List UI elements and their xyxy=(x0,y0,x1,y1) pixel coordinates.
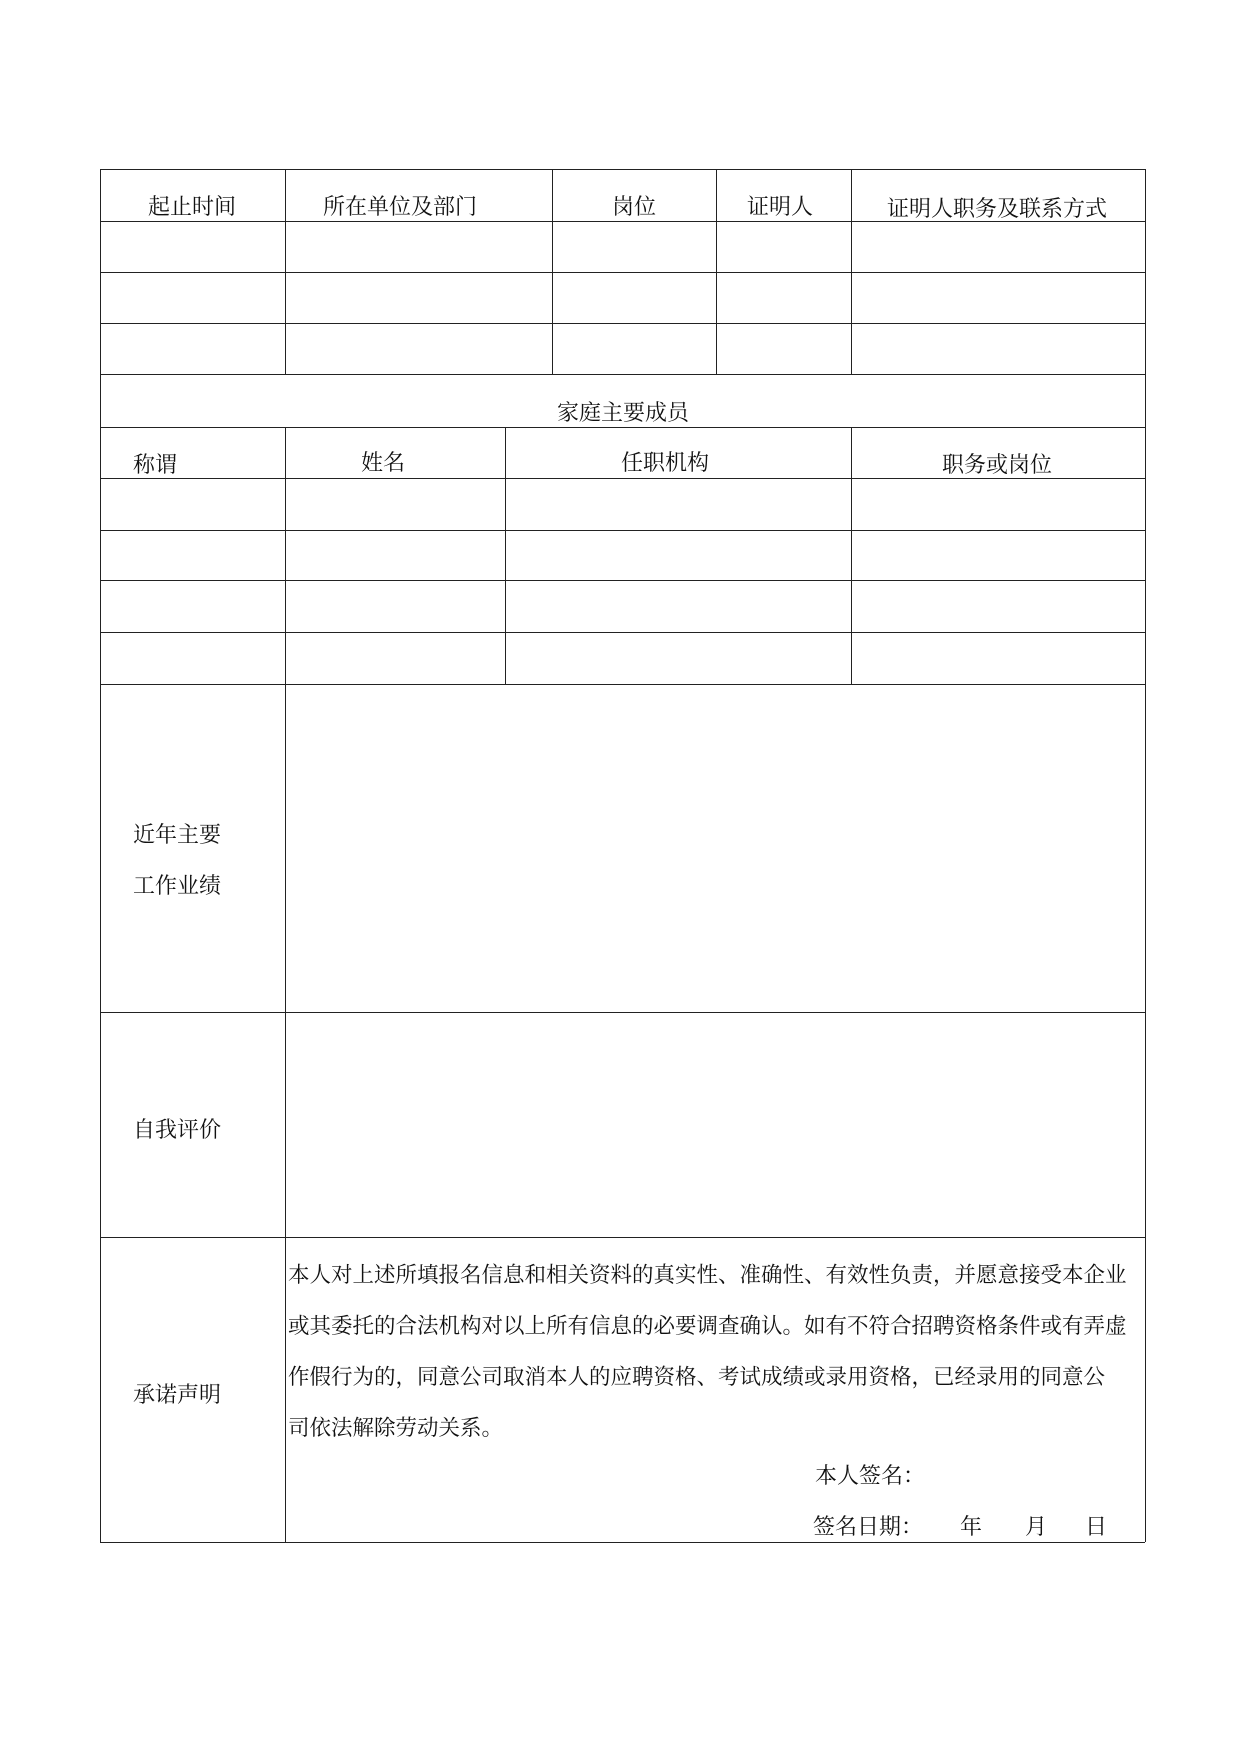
table-rule xyxy=(552,169,553,374)
day-label: 日 xyxy=(1085,1515,1108,1540)
family-title: 家庭主要成员 xyxy=(556,401,690,426)
table-rule xyxy=(285,169,286,374)
month-label: 月 xyxy=(1025,1515,1048,1540)
table-rule xyxy=(100,374,1145,375)
table-rule xyxy=(100,169,1145,170)
pledge-line: 司依法解除劳动关系。 xyxy=(288,1416,504,1441)
pledge-line: 或其委托的合法机构对以上所有信息的必要调查确认。如有不符合招聘资格条件或有弄虚 xyxy=(288,1314,1127,1339)
table-rule xyxy=(716,169,717,374)
signature-label: 本人签名： xyxy=(815,1464,926,1489)
achievements-label-2: 工作业绩 xyxy=(133,874,222,899)
table-rule xyxy=(100,580,1145,581)
achievements-label-1: 近年主要 xyxy=(133,823,222,848)
header-position: 岗位 xyxy=(611,195,657,220)
table-rule xyxy=(505,427,506,684)
pledge-label: 承诺声明 xyxy=(133,1383,222,1408)
header-referee: 证明人 xyxy=(746,195,814,220)
header-referee-contact: 证明人职务及联系方式 xyxy=(886,197,1108,222)
table-rule xyxy=(100,323,1145,324)
date-label: 签名日期： xyxy=(813,1515,924,1540)
year-label: 年 xyxy=(960,1515,983,1540)
table-rule xyxy=(100,272,1145,273)
table-rule xyxy=(100,1012,1145,1013)
pledge-line: 本人对上述所填报名信息和相关资料的真实性、准确性、有效性负责，并愿意接受本企业 xyxy=(288,1263,1127,1288)
self-eval-label: 自我评价 xyxy=(133,1118,222,1143)
table-rule xyxy=(100,427,1145,428)
pledge-line: 作假行为的，同意公司取消本人的应聘资格、考试成绩或录用资格，已经录用的同意公 xyxy=(288,1365,1106,1390)
table-rule xyxy=(100,684,1145,685)
header-name: 姓名 xyxy=(360,451,406,476)
table-rule xyxy=(285,684,286,1542)
table-rule xyxy=(100,1542,1145,1543)
header-relation: 称谓 xyxy=(133,453,178,478)
table-rule xyxy=(100,632,1145,633)
header-organization: 任职机构 xyxy=(620,451,710,476)
table-rule xyxy=(100,1237,1145,1238)
table-rule xyxy=(100,530,1145,531)
table-rule xyxy=(100,169,101,1542)
pledge-text xyxy=(288,1250,1148,1454)
table-rule xyxy=(851,427,852,684)
table-rule xyxy=(285,427,286,684)
table-rule xyxy=(851,169,852,374)
header-employer: 所在单位及部门 xyxy=(322,195,478,220)
header-period: 起止时间 xyxy=(147,195,237,220)
header-job: 职务或岗位 xyxy=(941,453,1053,478)
